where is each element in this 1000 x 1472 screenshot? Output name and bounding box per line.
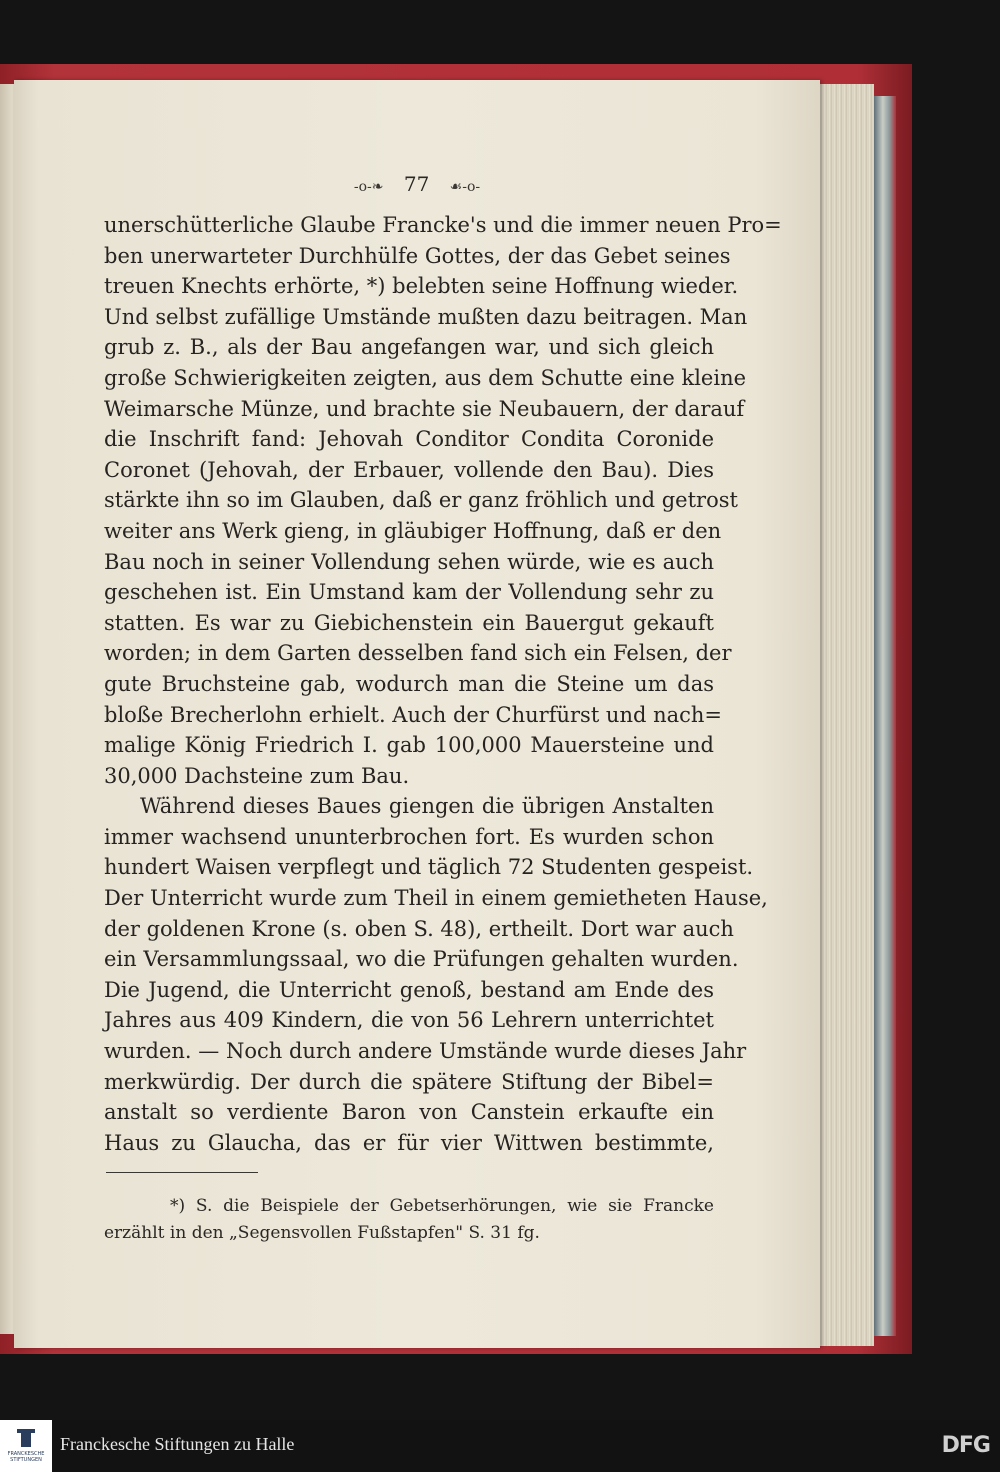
text-line: geschehen ist. Ein Umstand kam der Vollendung sehr zu <box>104 580 714 605</box>
text-line: stärkte ihn so im Glauben, daß er ganz fröhlich und getrost <box>104 488 738 513</box>
book-spine-edge <box>874 96 896 1336</box>
text-line: Und selbst zufällige Umstände mußten dazu beitragen. Man <box>104 304 748 329</box>
text-line: bloße Brecherlohn erhielt. Auch der Churfürst und nach= <box>104 702 723 727</box>
text-line: merkwürdig. Der durch die spätere Stiftung der Bibel= <box>104 1069 714 1094</box>
book-page <box>14 80 820 1348</box>
text-line: Die Jugend, die Unterricht genoß, bestand am Ende des <box>104 977 714 1002</box>
text-line: Coronet (Jehovah, der Erbauer, vollende den Bau). Dies <box>104 457 714 482</box>
dfg-logo[interactable]: DFG <box>941 1433 990 1458</box>
footnote-rule <box>106 1172 258 1173</box>
logo-text-line: FRANCKESCHE <box>7 1451 45 1457</box>
text-line: Der Unterricht wurde zum Theil in einem gemietheten Hause, <box>104 886 768 911</box>
text-line: ben unerwarteter Durchhülfe Gottes, der das Gebet seines <box>104 243 731 268</box>
text-line: worden; in dem Garten desselben fand sich ein Felsen, der <box>104 641 732 666</box>
text-line: Haus zu Glaucha, das er für vier Wittwen bestimmte, <box>104 1130 714 1155</box>
footnote-line: erzählt in den „Segensvollen Fußstapfen" S. 31 fg. <box>104 1223 540 1243</box>
page-edges <box>818 84 874 1346</box>
header-ornament-right: ☙-o- <box>449 179 481 195</box>
text-line: unerschütterliche Glaube Francke's und die immer neuen Pro= <box>104 213 782 237</box>
page-number: 77 <box>403 172 430 196</box>
text-line: der goldenen Krone (s. oben S. 48), ertheilt. Dort war auch <box>104 916 734 941</box>
text-line: anstalt so verdiente Baron von Canstein erkaufte ein <box>104 1100 714 1125</box>
text-line: immer wachsend ununterbrochen fort. Es wurden schon <box>104 824 714 849</box>
text-line: weiter ans Werk gieng, in gläubiger Hoffnung, daß er den <box>104 518 722 543</box>
header-ornament-left: -o-❧ <box>353 179 384 195</box>
text-line: wurden. — Noch durch andere Umstände wurde dieses Jahr <box>104 1039 747 1064</box>
text-line: malige König Friedrich I. gab 100,000 Mauersteine und <box>104 733 714 758</box>
logo-text-line: STIFTUNGEN <box>10 1457 42 1463</box>
text-line: Bau noch in seiner Vollendung sehen würde, wie es auch <box>104 549 714 574</box>
text-line: statten. Es war zu Giebichenstein ein Bauergut gekauft <box>104 610 714 635</box>
text-line: grub z. B., als der Bau angefangen war, und sich gleich <box>104 335 714 360</box>
page-header <box>14 172 820 196</box>
franckesche-logo[interactable] <box>0 1420 52 1472</box>
text-line: Weimarsche Münze, und brachte sie Neubauern, der darauf <box>104 396 745 421</box>
text-line: gute Bruchsteine gab, wodurch man die Steine um das <box>104 671 714 696</box>
footnote-line: *) S. die Beispiele der Gebetserhörungen, wie sie Francke <box>170 1196 714 1216</box>
footer-title[interactable]: Franckesche Stiftungen zu Halle <box>60 1434 295 1454</box>
text-line: ein Versammlungssaal, wo die Prüfungen gehalten wurden. <box>104 947 739 972</box>
text-line: treuen Knechts erhörte, *) belebten seine Hoffnung wieder. <box>104 274 739 299</box>
text-line: Jahres aus 409 Kindern, die von 56 Lehrern unterrichtet <box>104 1008 714 1033</box>
text-line: 30,000 Dachsteine zum Bau. <box>104 763 410 788</box>
footnote <box>104 1193 714 1247</box>
viewer-footer <box>0 1420 1000 1472</box>
institution-logo-icon <box>21 1433 31 1447</box>
text-line: die Inschrift fand: Jehovah Conditor Condita Coronide <box>104 427 714 452</box>
text-line: hundert Waisen verpflegt und täglich 72 Studenten gespeist. <box>104 855 754 880</box>
body-text <box>104 210 782 1158</box>
text-line: große Schwierigkeiten zeigten, aus dem Schutte eine kleine <box>104 365 747 390</box>
text-line: Während dieses Baues giengen die übrigen Anstalten <box>140 794 714 819</box>
logo-caption <box>0 1451 52 1463</box>
